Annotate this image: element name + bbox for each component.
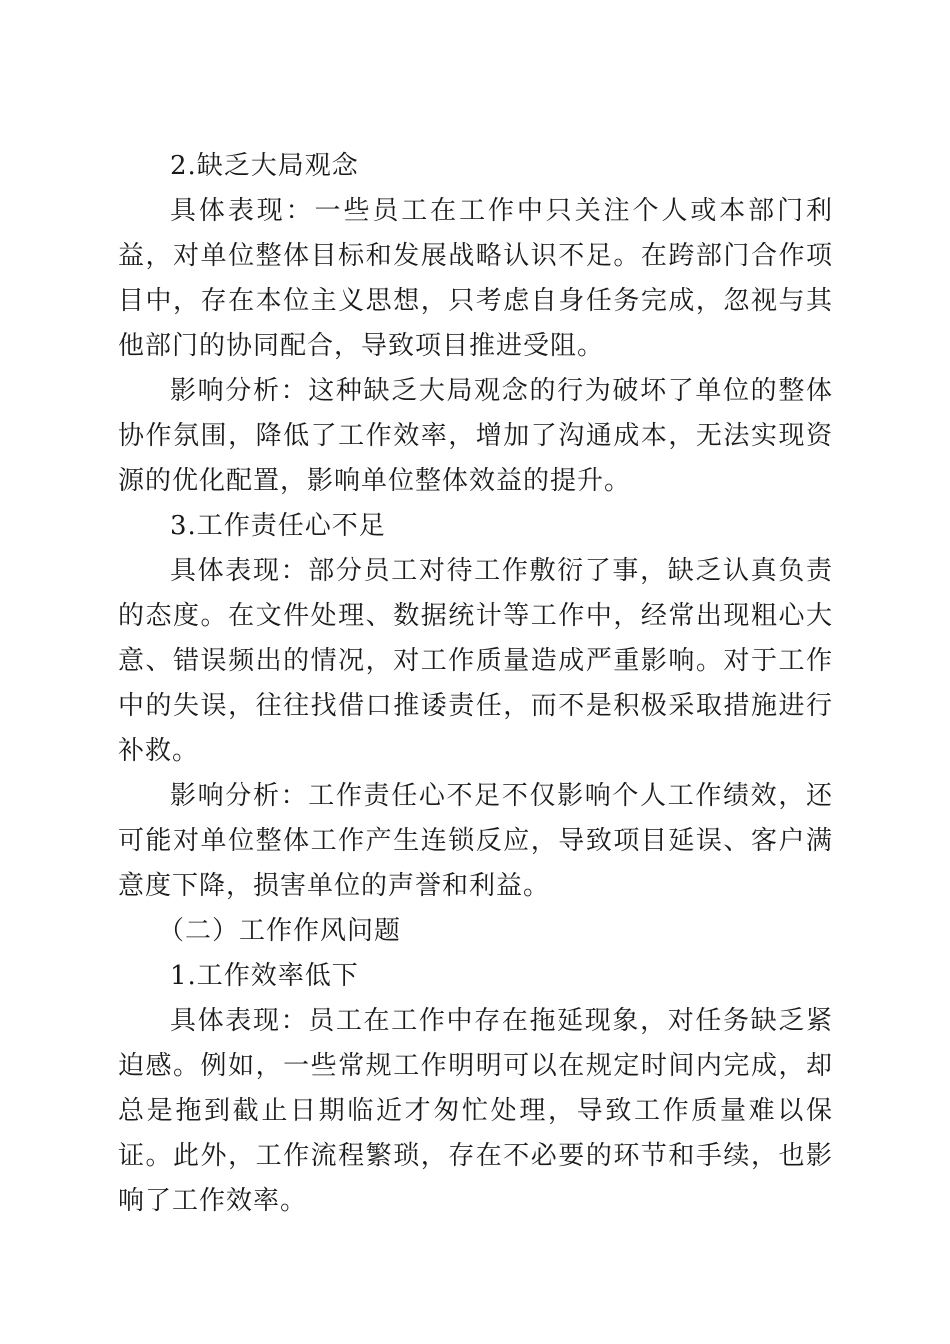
paragraph-impact-2: 影响分析：工作责任心不足不仅影响个人工作绩效，还可能对单位整体工作产生连锁反应，导致项目延误、客户满意度下降，损害单位的声誉和利益。: [118, 781, 833, 901]
subheading-lack-of-responsibility: 3.工作责任心不足: [170, 511, 386, 541]
paragraph-impact-1: 影响分析：这种缺乏大局观念的行为破坏了单位的整体协作氛围，降低了工作效率，增加了沟通成本，无法实现资源的优化配置，影响单位整体效益的提升。: [118, 376, 833, 496]
document-body: [118, 144, 833, 1224]
subheading-lack-of-big-picture: 2.缺乏大局观念: [170, 151, 359, 181]
subheading-low-efficiency: 1.工作效率低下: [170, 961, 359, 991]
section-heading-work-style: （二）工作作风问题: [158, 916, 402, 946]
paragraph-manifestation-2: 具体表现：部分员工对待工作敷衍了事，缺乏认真负责的态度。在文件处理、数据统计等工作中，经常出现粗心大意、错误频出的情况，对工作质量造成严重影响。对于工作中的失误，往往找借口推诿责任，而不是积极采取措施进行补救。: [118, 556, 833, 766]
paragraph-manifestation-1: 具体表现：一些员工在工作中只关注个人或本部门利益，对单位整体目标和发展战略认识不足。在跨部门合作项目中，存在本位主义思想，只考虑自身任务完成，忽视与其他部门的协同配合，导致项目推进受阻。: [118, 196, 833, 361]
paragraph-manifestation-3: 具体表现：员工在工作中存在拖延现象，对任务缺乏紧迫感。例如，一些常规工作明明可以在规定时间内完成，却总是拖到截止日期临近才匆忙处理，导致工作质量难以保证。此外，工作流程繁琐，存在不必要的环节和手续，也影响了工作效率。: [118, 1006, 833, 1216]
